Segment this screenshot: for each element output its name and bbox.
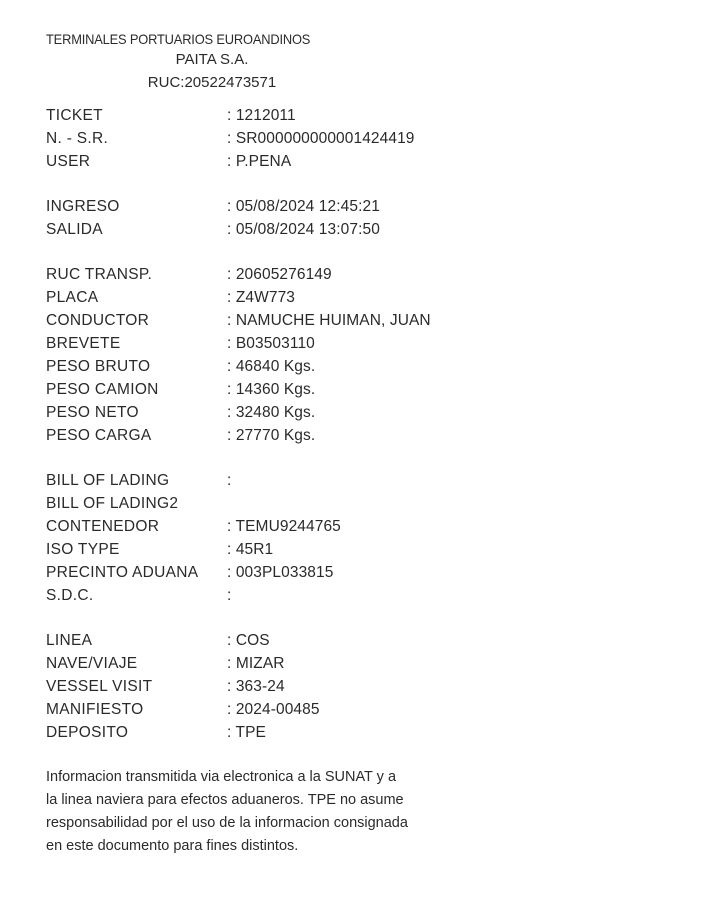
field-label: BILL OF LADING [46,472,170,489]
field-value: : 45R1 [227,538,273,561]
field-row [46,286,516,309]
field-label: TICKET [46,107,103,124]
field-row [46,675,516,698]
field-label: VESSEL VISIT [46,678,153,695]
field-label: LINEA [46,632,93,649]
field-value: : 003PL033815 [227,561,333,584]
field-row [46,515,516,538]
cargo-section [46,469,516,607]
field-row [46,355,516,378]
field-value: : 363-24 [227,675,285,698]
field-label: SALIDA [46,221,103,238]
field-label: USER [46,153,91,170]
field-value [227,469,231,492]
field-value: : 27770 Kgs. [227,424,315,447]
field-value: : 05/08/2024 12:45:21 [227,195,380,218]
footer-note-line: Informacion transmitida via electronica a la SUNAT y a [46,769,397,785]
field-row [46,150,516,173]
field-label: INGRESO [46,198,120,215]
company-name: TERMINALES PORTUARIOS EUROANDINOS [46,31,311,47]
field-value: : NAMUCHE HUIMAN, JUAN [227,309,431,332]
field-label: RUC TRANSP. [46,266,153,283]
transport-section [46,263,516,447]
footer-note-line: en este documento para fines distintos. [46,838,299,854]
field-label: MANIFIESTO [46,701,144,718]
weigh-ticket [46,30,516,858]
field-label: PESO NETO [46,404,139,421]
field-label: PESO CARGA [46,427,152,444]
field-label: BILL OF LADING2 [46,495,179,512]
field-value: : 46840 Kgs. [227,355,315,378]
field-row [46,492,516,515]
field-row [46,263,516,286]
field-value: : SR000000000001424419 [227,127,415,150]
times-section [46,195,516,241]
field-value: : 20605276149 [227,263,332,286]
field-row [46,469,516,492]
field-row [46,424,516,447]
field-row [46,127,516,150]
field-label: NAVE/VIAJE [46,655,138,672]
field-value: : 1212011 [227,104,296,127]
field-row [46,561,516,584]
field-label: ISO TYPE [46,541,120,558]
field-value: : MIZAR [227,652,285,675]
company-ruc: RUC:20522473571 [147,74,277,91]
field-value: : 05/08/2024 13:07:50 [227,218,380,241]
field-value: : 2024-00485 [227,698,320,721]
field-value: : 14360 Kgs. [227,378,315,401]
field-label: PLACA [46,289,99,306]
field-row [46,721,516,744]
field-row [46,378,516,401]
field-label: BREVETE [46,335,121,352]
field-value: : TPE [227,721,266,744]
field-label: S.D.C. [46,587,94,604]
field-row [46,652,516,675]
field-value: : Z4W773 [227,286,295,309]
field-value: : 32480 Kgs. [227,401,315,424]
field-row [46,104,516,127]
field-row [46,538,516,561]
vessel-section [46,629,516,744]
field-value: : TEMU9244765 [227,515,341,538]
field-value: : COS [227,629,270,652]
footer-note-line: responsabilidad por el uso de la informacion consignada [46,815,408,831]
field-row [46,309,516,332]
ticket-info-section [46,104,516,173]
field-value: : P.PENA [227,150,291,173]
field-row [46,332,516,355]
footer-note-line: la linea naviera para efectos aduaneros. TPE no asume [46,792,404,808]
field-row [46,584,516,607]
field-label: DEPOSITO [46,724,129,741]
field-value: : B03503110 [227,332,315,355]
field-label: CONTENEDOR [46,518,160,535]
field-row [46,698,516,721]
field-label: PRECINTO ADUANA [46,564,199,581]
field-label: N. - S.R. [46,130,109,147]
field-row [46,195,516,218]
field-label: PESO CAMION [46,381,159,398]
field-row [46,629,516,652]
field-row [46,401,516,424]
ticket-header [46,30,516,94]
footer-note [46,766,516,858]
field-row [46,218,516,241]
field-value [227,584,231,607]
field-label: PESO BRUTO [46,358,151,375]
company-location: PAITA S.A. [175,51,249,68]
field-label: CONDUCTOR [46,312,150,329]
